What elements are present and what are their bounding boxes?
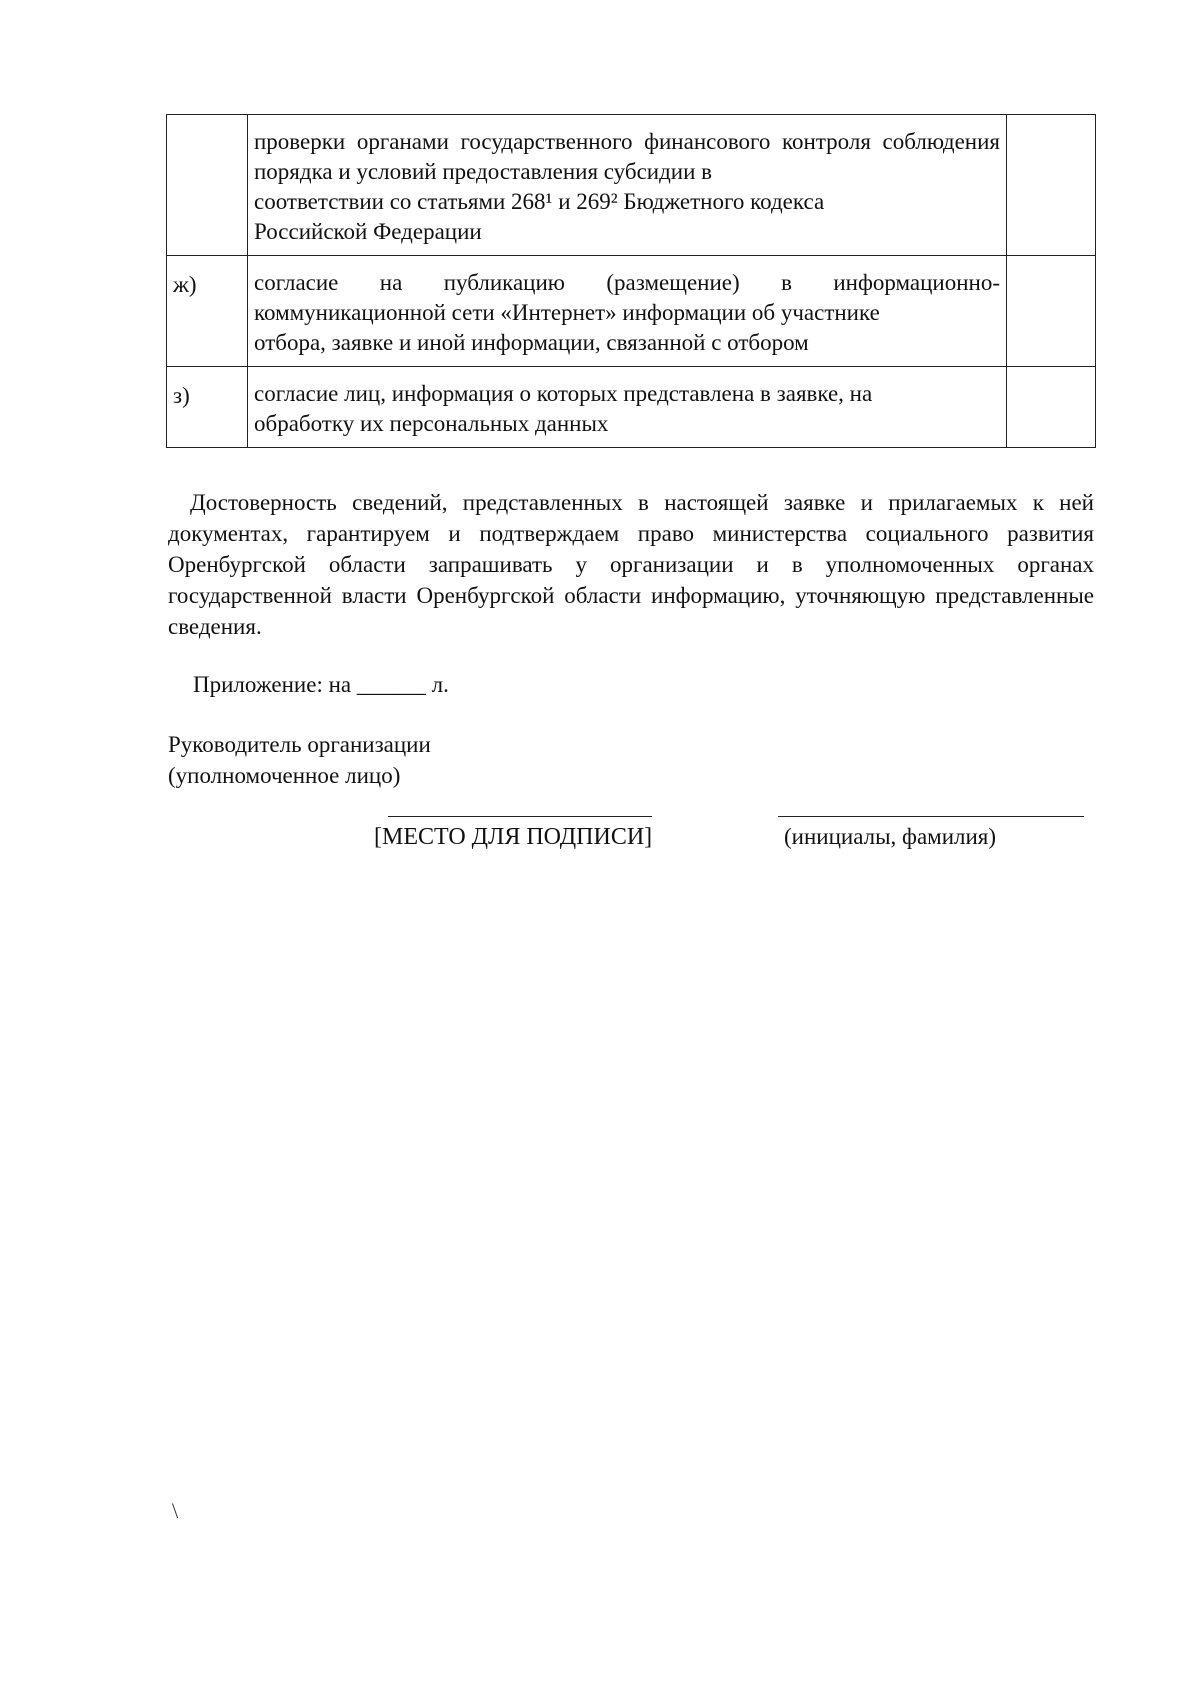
signature-placeholder: [МЕСТО ДЛЯ ПОДПИСИ] (374, 824, 653, 850)
row-text-line: проверки органами государственного финансового контроля соблюдения порядка и условий предоставления субсидии в (254, 129, 1000, 184)
row-mark-cell (1007, 367, 1096, 448)
row-number: з) (167, 367, 248, 448)
initials-line (778, 816, 1084, 817)
row-text-line: согласие на публикацию (размещение) в информационно-коммуникационной сети «Интернет» информации об участнике (254, 270, 1000, 325)
conditions-table (166, 114, 1096, 448)
stray-mark: \ (172, 1498, 179, 1523)
table-row (167, 256, 1096, 367)
table-row (167, 367, 1096, 448)
signer-subtitle: (уполномоченное лицо) (168, 763, 401, 788)
row-text-line: согласие лиц, информация о которых представлена в заявке, на (254, 381, 873, 406)
row-text (248, 367, 1007, 448)
row-mark-cell (1007, 115, 1096, 256)
row-text-line: Российской Федерации (254, 219, 482, 244)
row-text (248, 256, 1007, 367)
attachment-line: Приложение: на ______ л. (193, 672, 449, 697)
row-text-line: отбора, заявке и иной информации, связанной с отбором (254, 330, 809, 355)
row-number: ж) (167, 256, 248, 367)
initials-caption: (инициалы, фамилия) (784, 824, 997, 849)
table-row (167, 115, 1096, 256)
row-number (167, 115, 248, 256)
reliability-paragraph: Достоверность сведений, представленных в настоящей заявке и прилагаемых к ней документах, гарантируем и подтверждаем право министерства социального развития Оренбургской области запрашивать у организации и в уполномоченных органах государственной власти Оренбургской области информацию, уточняющую представленные сведения. (168, 490, 1094, 639)
signer-title: Руководитель организации (168, 732, 431, 757)
signature-line (388, 816, 652, 817)
row-text-line: обработку их персональных данных (254, 411, 609, 436)
row-mark-cell (1007, 256, 1096, 367)
row-text-line: соответствии со статьями 268¹ и 269² Бюджетного кодекса (254, 189, 825, 214)
row-text (248, 115, 1007, 256)
